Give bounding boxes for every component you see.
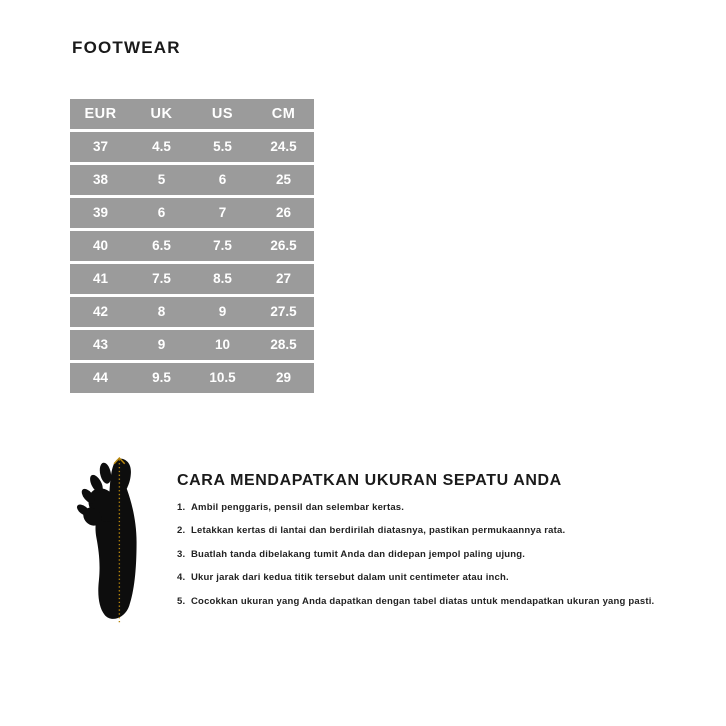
size-cell: 27 (275, 271, 292, 286)
size-cell: 8 (157, 304, 166, 319)
step-text: Cocokkan ukuran yang Anda dapatkan dengan tabel diatas untuk mendapatkan ukuran yang pasti. (191, 595, 655, 607)
size-cell: 10 (214, 337, 231, 352)
size-cell: 26.5 (270, 238, 297, 253)
size-cell: 24.5 (270, 139, 297, 154)
size-cell: 6 (157, 205, 166, 220)
size-col-header: US (211, 106, 234, 122)
size-table (70, 99, 314, 396)
size-cell: 26 (275, 205, 292, 220)
guide-step (177, 503, 657, 513)
size-cell: 39 (92, 205, 109, 220)
size-cell: 40 (92, 238, 109, 253)
size-cell: 42 (92, 304, 109, 319)
size-col-header: UK (150, 106, 173, 122)
size-cell: 37 (92, 139, 109, 154)
size-table-row (70, 132, 314, 162)
foot-measure-icon (71, 456, 153, 628)
size-cell: 44 (92, 370, 109, 385)
step-text: Buatlah tanda dibelakang tumit Anda dan didepan jempol paling ujung. (191, 548, 526, 560)
size-cell: 9.5 (152, 370, 171, 385)
size-col-header: CM (271, 106, 296, 122)
size-cell: 5 (157, 172, 166, 187)
size-table-row (70, 297, 314, 327)
size-cell: 7.5 (213, 238, 232, 253)
size-col-header: EUR (84, 106, 117, 122)
size-cell: 9 (157, 337, 166, 352)
size-cell: 9 (218, 304, 227, 319)
size-cell: 25 (275, 172, 292, 187)
size-table-row (70, 330, 314, 360)
size-table-header-row (70, 99, 314, 129)
guide-step (177, 526, 657, 536)
step-number: 4. (177, 572, 186, 584)
size-cell: 43 (92, 337, 109, 352)
step-text: Letakkan kertas di lantai dan berdirilah diatasnya, pastikan permukaannya rata. (191, 525, 566, 537)
size-cell: 41 (92, 271, 109, 286)
step-number: 1. (177, 502, 186, 513)
size-cell: 28.5 (270, 337, 297, 352)
size-cell: 7.5 (152, 271, 171, 286)
step-number: 3. (177, 548, 186, 560)
size-cell: 6.5 (152, 238, 171, 253)
guide-title: CARA MENDAPATKAN UKURAN SEPATU ANDA (177, 472, 562, 489)
step-text: Ukur jarak dari kedua titik tersebut dalam unit centimeter atau inch. (191, 572, 509, 584)
size-cell: 38 (92, 172, 109, 187)
size-cell: 8.5 (213, 271, 232, 286)
size-table-row (70, 264, 314, 294)
guide-step (177, 550, 657, 560)
size-cell: 29 (275, 370, 292, 385)
size-table-row (70, 165, 314, 195)
size-cell: 5.5 (213, 139, 232, 154)
size-table-row (70, 363, 314, 393)
size-table-row (70, 198, 314, 228)
size-cell: 6 (218, 172, 227, 187)
guide-step (177, 597, 657, 607)
size-table-row (70, 231, 314, 261)
step-text: Ambil penggaris, pensil dan selembar kertas. (191, 502, 405, 513)
size-cell: 4.5 (152, 139, 171, 154)
size-cell: 27.5 (270, 304, 297, 319)
page-title: FOOTWEAR (72, 38, 181, 57)
guide-steps (177, 503, 657, 620)
guide-step (177, 573, 657, 583)
size-cell: 7 (218, 205, 227, 220)
size-cell: 10.5 (209, 370, 236, 385)
step-number: 5. (177, 595, 186, 607)
step-number: 2. (177, 525, 186, 537)
